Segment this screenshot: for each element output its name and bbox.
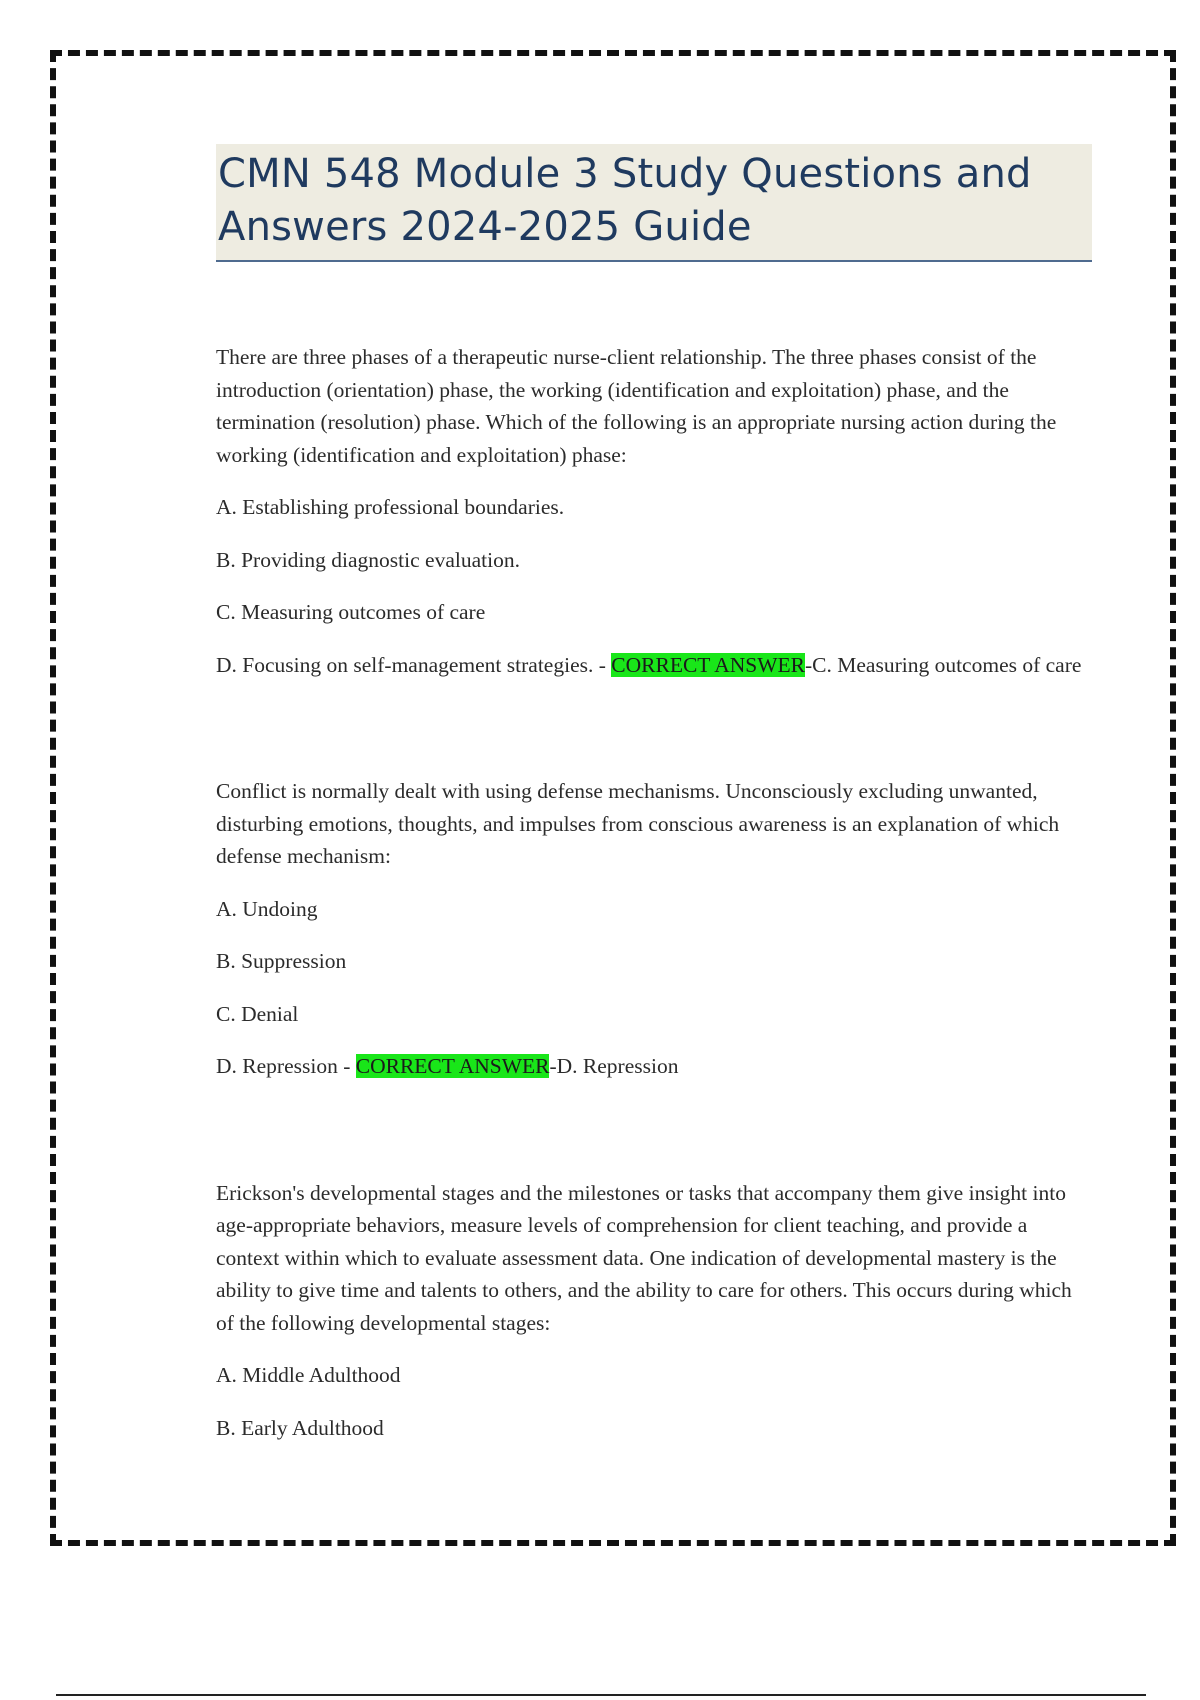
answer-option: C. Denial (216, 1001, 299, 1026)
correct-answer-text: -D. Repression (549, 1054, 679, 1078)
answer-option: A. Establishing professional boundaries. (216, 495, 565, 519)
answer-option: A. Undoing (216, 896, 318, 921)
question-block-1 (216, 341, 1092, 681)
question-text: Erickson's developmental stages and the milestones or tasks that accompany them give insight into age-appropriate behaviors, measure levels of comprehension for client teaching, and provide a context within which to evaluate assessment data. One indication of developmental mastery is the ability to give time and talents to others, and the ability to care for others. This occurs during which of the following developmental stages: (216, 1180, 1072, 1335)
question-text: Conflict is normally dealt with using defense mechanisms. Unconsciously excluding unwanted, disturbing emotions, thoughts, and impulses from conscious awareness is an explanation of which defense mechanism: (216, 779, 1060, 868)
answer-option: B. Suppression (216, 949, 347, 973)
answer-option-text: D. Repression - (216, 1054, 356, 1078)
answer-option: B. Providing diagnostic evaluation. (216, 547, 520, 572)
title-banner (216, 144, 1092, 262)
answer-option-text: D. Focusing on self-management strategies. - (216, 652, 612, 677)
document-body (216, 144, 1092, 1444)
correct-answer-badge: CORRECT ANSWER (355, 1054, 550, 1078)
footer-divider (56, 1694, 1146, 1696)
answer-option: C. Measuring outcomes of care (216, 600, 486, 624)
answer-option: A. Middle Adulthood (216, 1363, 401, 1387)
question-block-2 (216, 775, 1092, 1083)
correct-answer-text: -C. Measuring outcomes of care (805, 652, 1082, 677)
correct-answer-badge: CORRECT ANSWER (611, 652, 805, 677)
question-block-3 (216, 1177, 1092, 1445)
answer-option-with-answer (216, 1050, 1092, 1083)
document-title: CMN 548 Module 3 Study Questions and Answers 2024-2025 Guide (218, 151, 1032, 250)
question-text: There are three phases of a therapeutic nurse-client relationship. The three phases consist of the introduction (orientation) phase, the working (identification and exploitation) phase, and the termination (resolution) phase. Which of the following is an appropriate nursing action during the working (identification and exploitation) phase: (216, 345, 1057, 467)
answer-option: B. Early Adulthood (216, 1415, 384, 1440)
answer-option-with-answer (216, 649, 1092, 682)
